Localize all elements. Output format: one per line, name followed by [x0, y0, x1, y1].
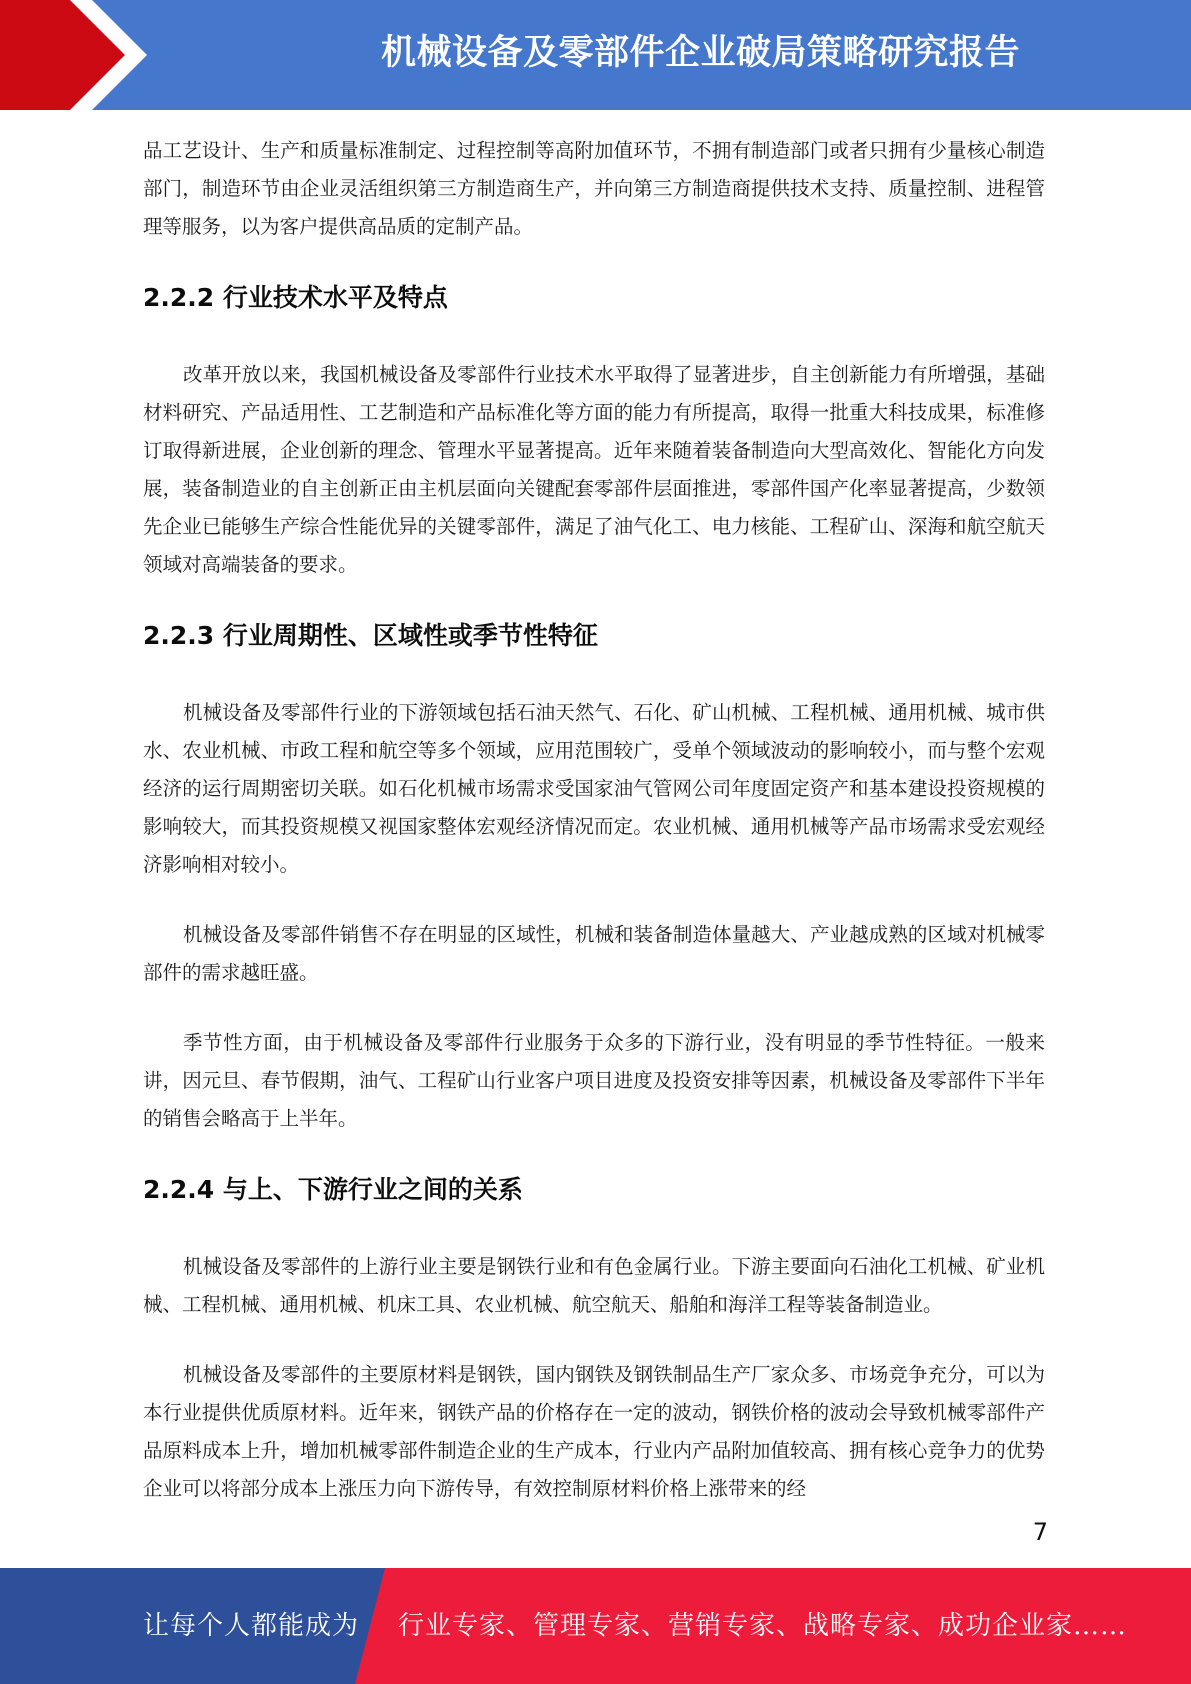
intro-paragraph: 品工艺设计、生产和质量标准制定、过程控制等高附加值环节，不拥有制造部门或者只拥有少量核心制造部门，制造环节由企业灵活组织第三方制造商生产，并向第三方制造商提供技术支持、质量控制、进程管理等服务，以为客户提供高品质的定制产品。 [143, 139, 1045, 238]
header-banner [0, 0, 1191, 110]
section-2-2-4-paragraph-2: 机械设备及零部件的主要原材料是钢铁，国内钢铁及钢铁制品生产厂家众多、市场竞争充分，可以为本行业提供优质原材料。近年来，钢铁产品的价格存在一定的波动，钢铁价格的波动会导致机械零部件产品原料成本上升，增加机械零部件制造企业的生产成本，行业内产品附加值较高、拥有核心竞争力的优势企业可以将部分成本上涨压力向下游传导，有效控制原材料价格上涨带来的经 [143, 1363, 1045, 1500]
section-heading-2-2-3: 2.2.3 行业周期性、区域性或季节性特征 [143, 621, 598, 650]
footer-slogan-right: 行业专家、管理专家、营销专家、战略专家、成功企业家…… [398, 1611, 1128, 1641]
header-arrow-decoration [0, 0, 160, 110]
footer-banner [0, 1568, 1191, 1684]
footer-slogan-left: 让每个人都能成为 [143, 1611, 360, 1641]
section-heading-2-2-2: 2.2.2 行业技术水平及特点 [143, 283, 448, 312]
page-number: 7 [1032, 1518, 1048, 1546]
document-body [143, 132, 1045, 1508]
section-2-2-3-paragraph-1: 机械设备及零部件行业的下游领域包括石油天然气、石化、矿山机械、工程机械、通用机械、城市供水、农业机械、市政工程和航空等多个领域，应用范围较广，受单个领域波动的影响较小，而与整个宏观经济的运行周期密切关联。如石化机械市场需求受国家油气管网公司年度固定资产和基本建设投资规模的影响较大，而其投资规模又视国家整体宏观经济情况而定。农业机械、通用机械等产品市场需求受宏观经济影响相对较小。 [143, 701, 1045, 876]
section-2-2-3-paragraph-3: 季节性方面，由于机械设备及零部件行业服务于众多的下游行业，没有明显的季节性特征。一般来讲，因元旦、春节假期，油气、工程矿山行业客户项目进度及投资安排等因素，机械设备及零部件下半年的销售会略高于上半年。 [143, 1031, 1045, 1130]
section-heading-2-2-4: 2.2.4 与上、下游行业之间的关系 [143, 1175, 523, 1204]
section-2-2-2-paragraph-1: 改革开放以来，我国机械设备及零部件行业技术水平取得了显著进步，自主创新能力有所增强，基础材料研究、产品适用性、工艺制造和产品标准化等方面的能力有所提高，取得一批重大科技成果，标准修订取得新进展，企业创新的理念、管理水平显著提高。近年来随着装备制造向大型高效化、智能化方向发展，装备制造业的自主创新正由主机层面向关键配套零部件层面推进，零部件国产化率显著提高，少数领先企业已能够生产综合性能优异的关键零部件，满足了油气化工、电力核能、工程矿山、深海和航空航天领域对高端装备的要求。 [143, 363, 1045, 576]
section-2-2-3-paragraph-2: 机械设备及零部件销售不存在明显的区域性，机械和装备制造体量越大、产业越成熟的区域对机械零部件的需求越旺盛。 [143, 923, 1045, 984]
document-title: 机械设备及零部件企业破局策略研究报告 [380, 33, 1020, 73]
section-2-2-4-paragraph-1: 机械设备及零部件的上游行业主要是钢铁行业和有色金属行业。下游主要面向石油化工机械、矿业机械、工程机械、通用机械、机床工具、农业机械、航空航天、船舶和海洋工程等装备制造业。 [143, 1255, 1045, 1316]
